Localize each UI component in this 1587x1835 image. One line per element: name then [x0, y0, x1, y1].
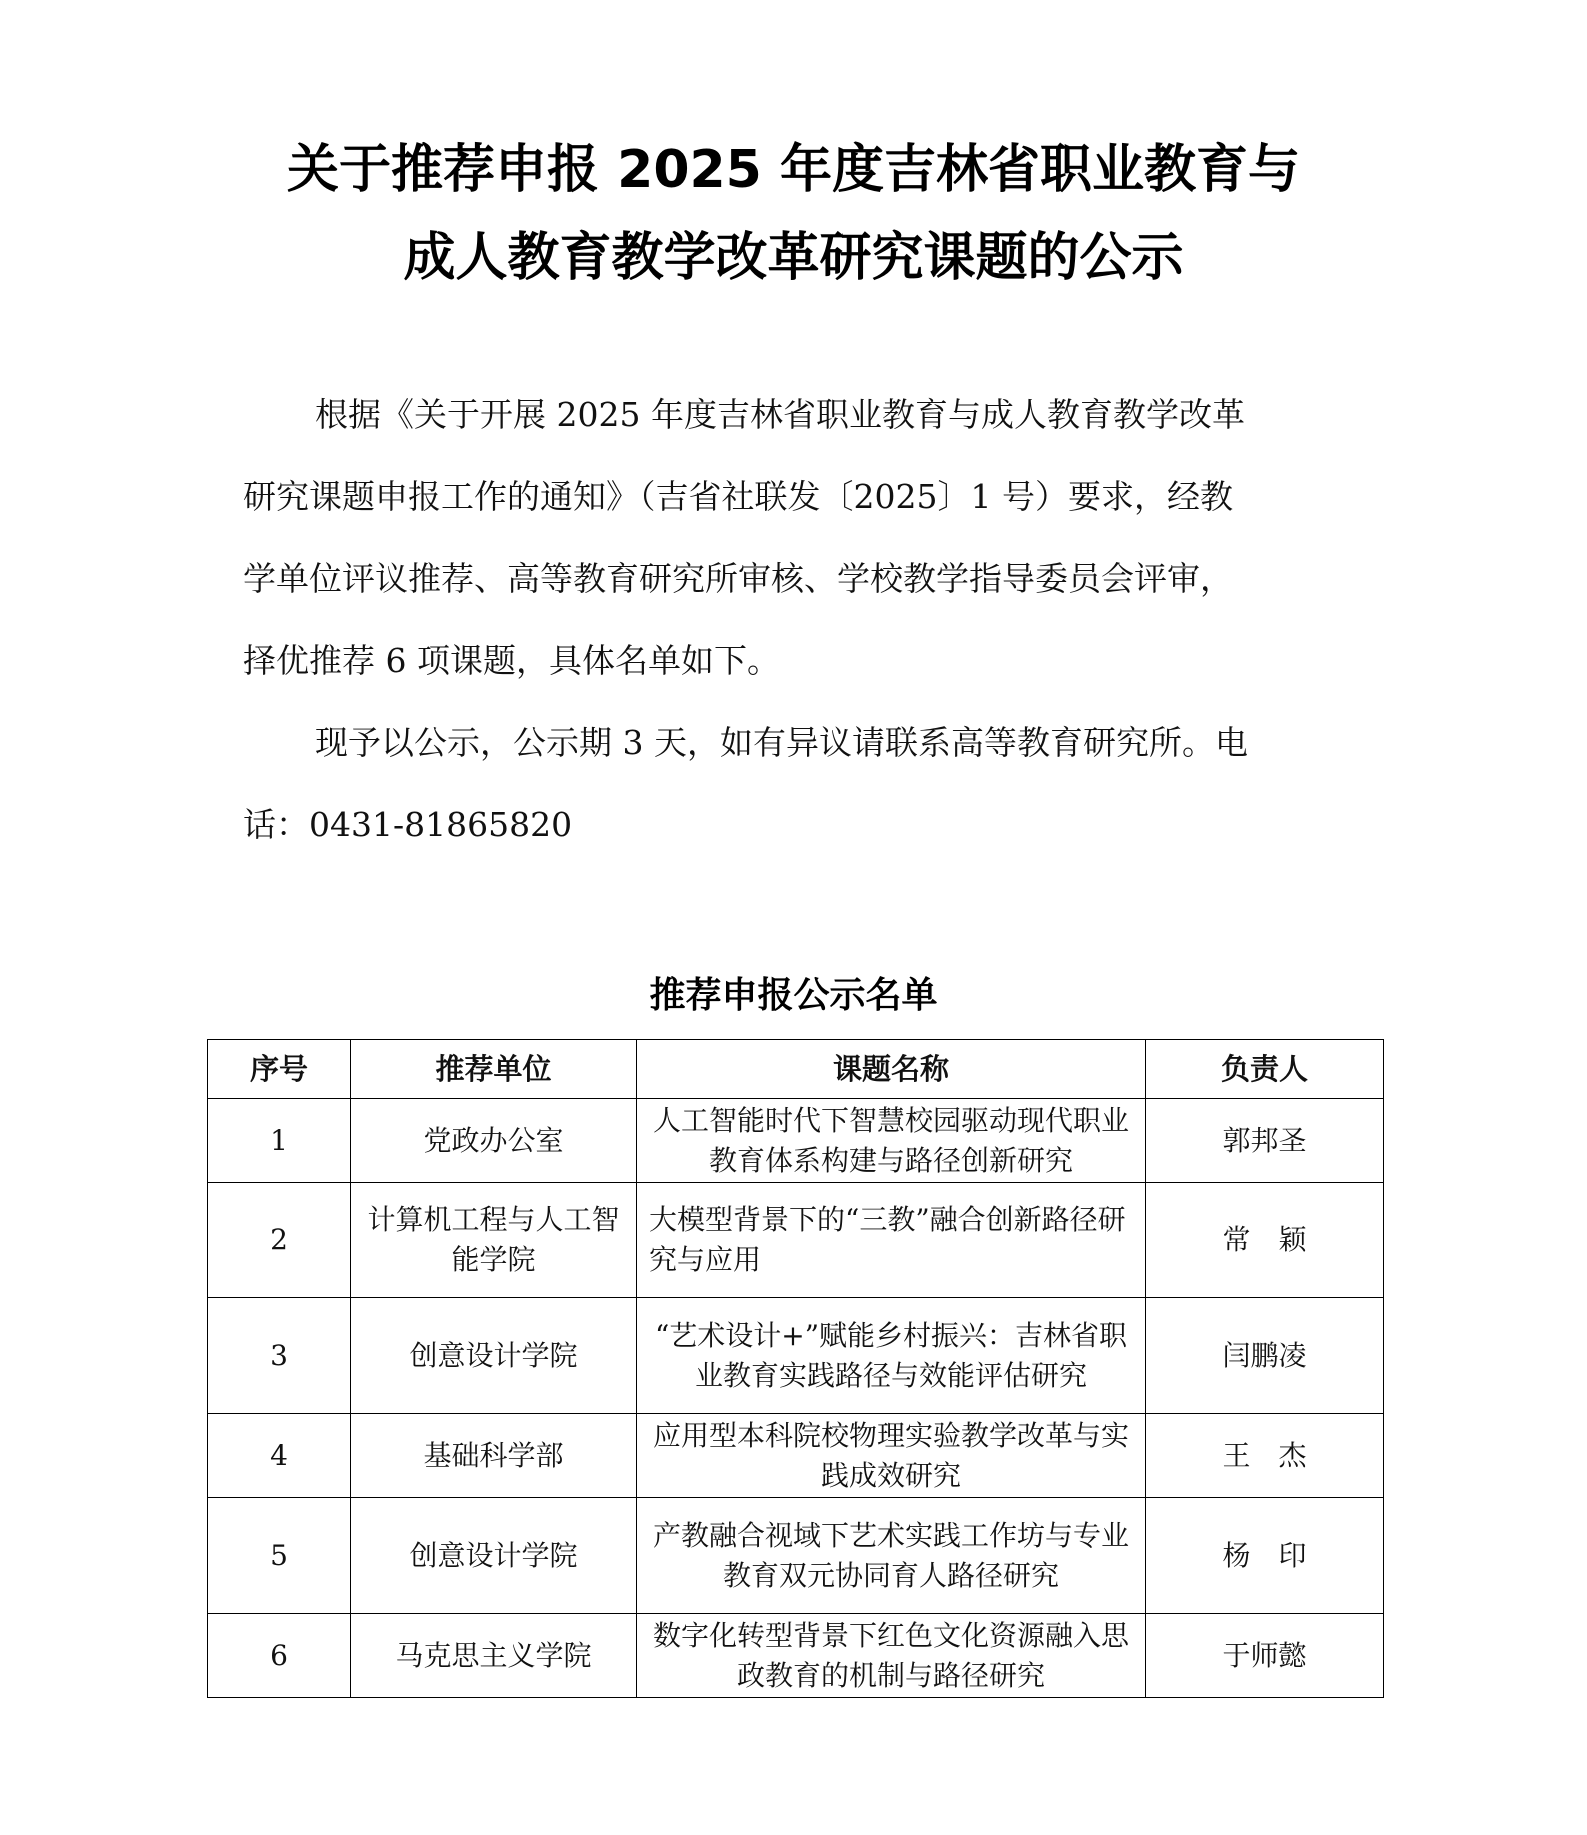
- cell-number: 2: [208, 1183, 351, 1298]
- cell-leader: 闫鹏凌: [1146, 1298, 1384, 1414]
- cell-leader: 郭邦圣: [1146, 1099, 1384, 1183]
- table-row: [208, 1099, 1384, 1183]
- notice-paragraph-1: [243, 374, 1351, 702]
- cell-number: 3: [208, 1298, 351, 1414]
- cell-number: 5: [208, 1498, 351, 1614]
- cell-topic: 大模型背景下的“三教”融合创新路径研究与应用: [637, 1183, 1146, 1298]
- recommendation-table: [207, 1039, 1384, 1698]
- cell-topic: 产教融合视域下艺术实践工作坊与专业教育双元协同育人路径研究: [637, 1498, 1146, 1614]
- cell-unit: 马克思主义学院: [351, 1614, 637, 1698]
- cell-unit: 创意设计学院: [351, 1498, 637, 1614]
- cell-unit: 计算机工程与人工智能学院: [351, 1183, 637, 1298]
- cell-topic: 数字化转型背景下红色文化资源融入思政教育的机制与路径研究: [637, 1614, 1146, 1698]
- header-leader: 负责人: [1146, 1040, 1384, 1099]
- paragraph-line: 择优推荐 6 项课题，具体名单如下。: [243, 641, 780, 680]
- cell-leader: 于师懿: [1146, 1614, 1384, 1698]
- cell-number: 1: [208, 1099, 351, 1183]
- header-unit: 推荐单位: [351, 1040, 637, 1099]
- table-row: [208, 1298, 1384, 1414]
- header-number: 序号: [208, 1040, 351, 1099]
- title-line-1: 关于推荐申报 2025 年度吉林省职业教育与: [287, 140, 1300, 200]
- table-title: 推荐申报公示名单: [649, 974, 938, 1016]
- cell-unit: 基础科学部: [351, 1414, 637, 1498]
- cell-leader: 王 杰: [1146, 1414, 1384, 1498]
- notice-paragraph-2: [243, 702, 1351, 866]
- paragraph-line: 话：0431-81865820: [243, 805, 573, 844]
- cell-leader: 杨 印: [1146, 1498, 1384, 1614]
- cell-topic: 人工智能时代下智慧校园驱动现代职业教育体系构建与路径创新研究: [637, 1099, 1146, 1183]
- cell-number: 6: [208, 1614, 351, 1698]
- header-topic: 课题名称: [637, 1040, 1146, 1099]
- paragraph-line: 现予以公示，公示期 3 天，如有异议请联系高等教育研究所。电: [315, 723, 1248, 762]
- table-row: [208, 1498, 1384, 1614]
- paragraph-line: 学单位评议推荐、高等教育研究所审核、学校教学指导委员会评审，: [243, 559, 1233, 598]
- paragraph-line: 研究课题申报工作的通知》（吉省社联发〔2025〕1 号）要求，经教: [243, 477, 1233, 516]
- title-line-2: 成人教育教学改革研究课题的公示: [403, 228, 1184, 288]
- cell-unit: 党政办公室: [351, 1099, 637, 1183]
- paragraph-line: 根据《关于开展 2025 年度吉林省职业教育与成人教育教学改革: [315, 395, 1245, 434]
- cell-unit: 创意设计学院: [351, 1298, 637, 1414]
- table-row: [208, 1414, 1384, 1498]
- cell-leader: 常 颖: [1146, 1183, 1384, 1298]
- cell-number: 4: [208, 1414, 351, 1498]
- document-title: [0, 126, 1587, 302]
- table-row: [208, 1614, 1384, 1698]
- table-header-row: [208, 1040, 1384, 1099]
- cell-topic: 应用型本科院校物理实验教学改革与实践成效研究: [637, 1414, 1146, 1498]
- cell-topic: “艺术设计+”赋能乡村振兴：吉林省职业教育实践路径与效能评估研究: [637, 1298, 1146, 1414]
- table-row: [208, 1183, 1384, 1298]
